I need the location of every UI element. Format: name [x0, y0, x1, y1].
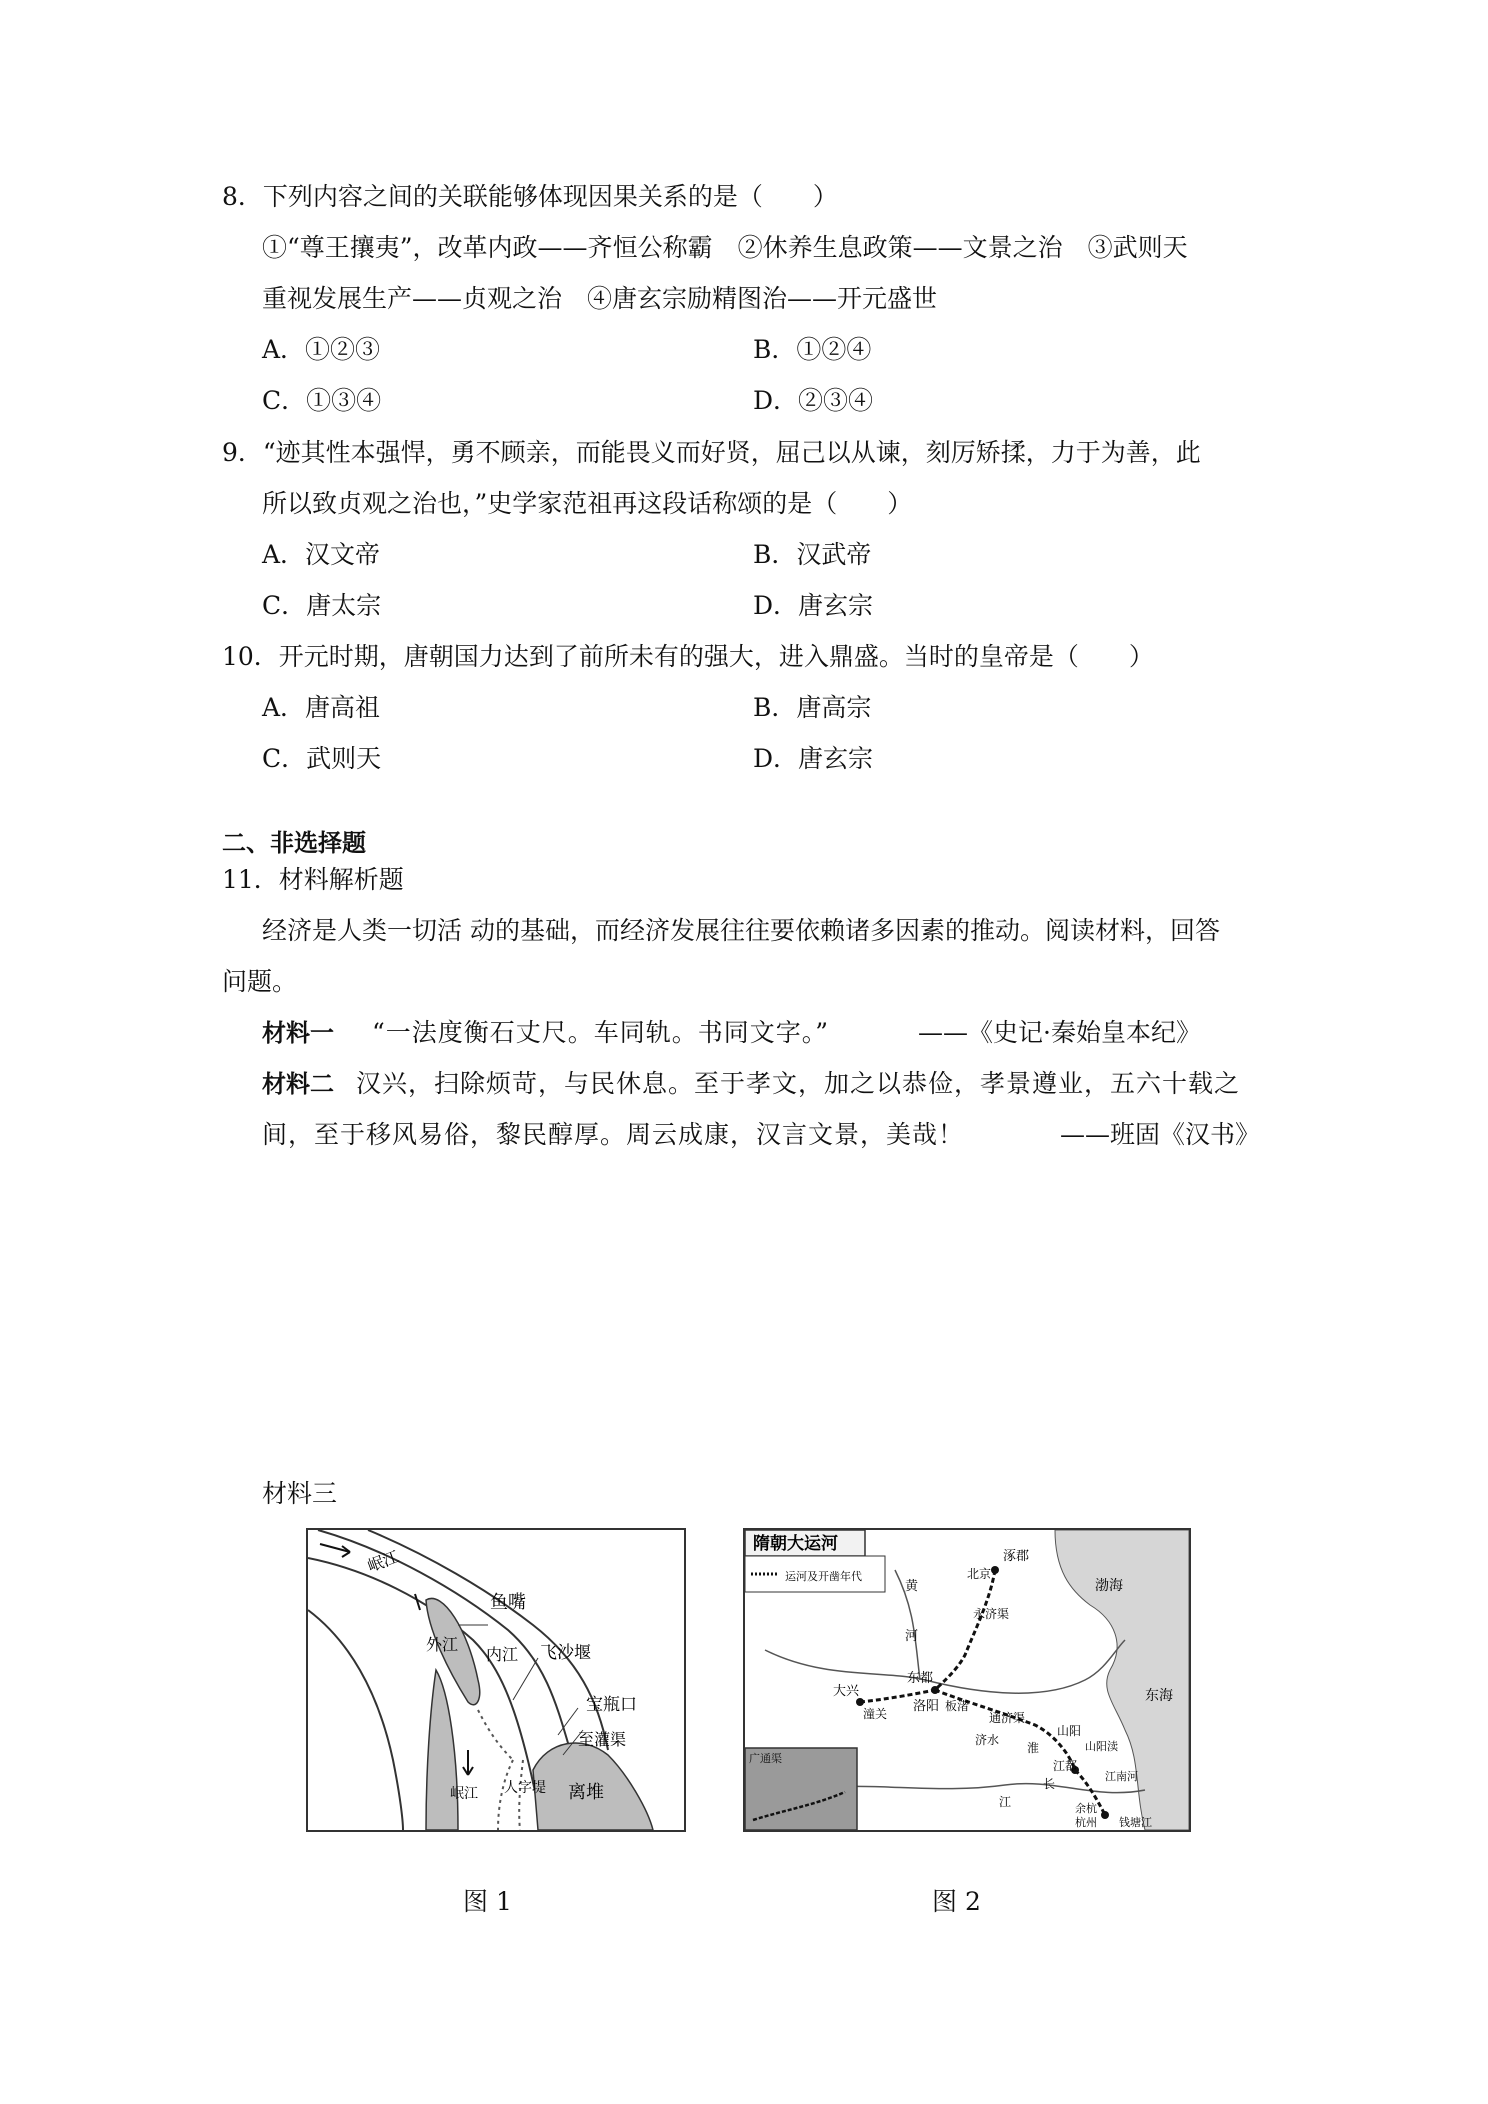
q8-option-c[interactable]: C．①③④ — [262, 386, 382, 415]
q9-option-a[interactable]: A．汉文帝 — [262, 540, 381, 569]
q9-option-d[interactable]: D．唐玄宗 — [753, 591, 874, 620]
fig2-label-he: 河 — [905, 1629, 919, 1644]
fig1-label-yuzui: 鱼嘴 — [490, 1592, 526, 1613]
q9-stem-line2: 所以致贞观之治也，”史学家范祖再这段话称颂的是（ ） — [262, 489, 913, 518]
q8-items-line1: ①“尊王攘夷”，改革内政——齐恒公称霸 ②休养生息政策——文景之治 ③武则天 — [262, 233, 1188, 262]
fig1-label-neijiang: 内江 — [486, 1645, 519, 1664]
figure-1-caption: 图 1 — [463, 1887, 512, 1916]
material-2-label: 材料二 — [262, 1070, 334, 1098]
fig2-label-hangzhou: 杭州 — [1075, 1816, 1097, 1829]
q8-option-d[interactable]: D．②③④ — [753, 386, 874, 415]
q9-option-c[interactable]: C．唐太宗 — [262, 591, 382, 620]
fig2-city-daxing — [856, 1698, 864, 1706]
fig2-label-yuhang: 余杭 — [1075, 1802, 1097, 1815]
q10-option-b[interactable]: B．唐高宗 — [753, 693, 872, 722]
section-title: 二、非选择题 — [222, 829, 366, 857]
q11-intro-line1: 经济是人类一切活 动的基础，而经济发展往往要依赖诸多因素的推动。阅读材料，回答 — [262, 916, 1220, 945]
fig2-label-dongdu: 东都 — [907, 1671, 934, 1686]
material-2-line1: 汉兴，扫除烦苛，与民休息。至于孝文，加之以恭俭，孝景遵业，五六十载之 — [355, 1069, 1240, 1098]
fig2-label-shanyangdu: 山阳渎 — [1085, 1740, 1118, 1753]
figure-2-caption: 图 2 — [932, 1887, 981, 1916]
figure-1-svg — [308, 1530, 684, 1830]
q10-option-c[interactable]: C．武则天 — [262, 744, 382, 773]
fig2-label-luoyang: 洛阳 — [913, 1699, 940, 1714]
fig1-label-renzidi: 人字堤 — [504, 1780, 546, 1796]
fig1-label-feishayan: 飞沙堰 — [540, 1643, 591, 1663]
fig2-inset-label: 广通渠 — [749, 1752, 782, 1765]
q8-stem: 8．下列内容之间的关联能够体现因果关系的是（ ） — [222, 182, 838, 211]
fig2-label-banzhu: 板渚 — [945, 1699, 970, 1713]
fig2-label-yongjiqu: 永济渠 — [973, 1607, 1010, 1621]
q11-intro-line2: 问题。 — [222, 967, 298, 996]
fig2-label-qiantangjiang: 钱塘江 — [1119, 1816, 1152, 1829]
q10-option-d[interactable]: D．唐玄宗 — [753, 744, 874, 773]
fig2-label-tongguan: 潼关 — [863, 1707, 888, 1721]
fig1-label-lidui: 离堆 — [568, 1782, 604, 1803]
q10-option-a[interactable]: A．唐高祖 — [262, 693, 381, 722]
figure-2-svg — [745, 1530, 1189, 1830]
fig2-city-luoyang — [931, 1686, 939, 1694]
fig1-label-minjiang: 岷江 — [364, 1546, 402, 1576]
fig2-label-jiangnanhe: 江南河 — [1105, 1770, 1138, 1783]
fig1-label-waijiang: 外江 — [426, 1635, 459, 1654]
fig2-label-huang: 黄 — [905, 1579, 919, 1594]
fig2-label-zhuojun: 涿郡 — [1003, 1549, 1030, 1564]
material-3-label: 材料三 — [262, 1479, 338, 1508]
fig2-label-huai: 淮 — [1027, 1741, 1040, 1755]
fig2-label-beijing: 北京 — [967, 1567, 992, 1581]
q9-stem-line1: 9．“迹其性本强悍，勇不顾亲，而能畏义而好贤，屈己以从谏，刻厉矫揉，力于为善，此 — [222, 438, 1201, 467]
fig2-title: 隋朝大运河 — [753, 1534, 838, 1554]
material-2-line2: 间，至于移风易俗，黎民醇厚。周云成康，汉言文景，美哉！ — [262, 1120, 965, 1149]
figure-2-grand-canal-map — [743, 1528, 1191, 1832]
material-1-source: ——《史记·秦始皇本纪》 — [918, 1018, 1201, 1047]
fig2-city-zhuojun — [991, 1566, 999, 1574]
q8-option-b[interactable]: B．①②④ — [753, 335, 872, 364]
figure-1-dujiangyan-map — [306, 1528, 686, 1832]
q8-option-a[interactable]: A．①②③ — [262, 335, 381, 364]
material-1-label: 材料一 — [262, 1019, 334, 1047]
fig2-label-jiang: 江 — [999, 1795, 1012, 1809]
fig2-label-shanyang: 山阳 — [1057, 1724, 1082, 1738]
material-1-text: “一法度衡石丈尺。车同轨。书同文字。” — [371, 1018, 830, 1047]
material-2 — [262, 1067, 1240, 1101]
q8-items-line2: 重视发展生产——贞观之治 ④唐玄宗励精图治——开元盛世 — [262, 284, 938, 313]
fig1-label-zhiguanqu: 至灌渠 — [578, 1730, 627, 1749]
fig2-city-yuhang — [1101, 1811, 1109, 1819]
fig2-label-daxing: 大兴 — [833, 1684, 860, 1699]
fig1-label-baopingkou: 宝瓶口 — [586, 1695, 637, 1715]
fig2-label-bohai: 渤海 — [1095, 1578, 1123, 1594]
fig1-label-minjiang2: 岷江 — [450, 1786, 478, 1802]
fig2-label-chang: 长 — [1043, 1777, 1056, 1791]
material-1 — [262, 1016, 829, 1050]
fig2-label-jiangdu: 江都 — [1053, 1759, 1078, 1773]
fig2-label-jishui: 济水 — [975, 1733, 1000, 1747]
q9-option-b[interactable]: B．汉武帝 — [753, 540, 872, 569]
fig2-label-donghai: 东海 — [1145, 1688, 1173, 1704]
q10-stem: 10．开元时期，唐朝国力达到了前所未有的强大，进入鼎盛。当时的皇帝是（ ） — [222, 642, 1154, 671]
q11-stem: 11．材料解析题 — [222, 865, 404, 894]
fig2-label-tongjiqu: 通济渠 — [989, 1711, 1026, 1725]
material-2-source: ——班固《汉书》 — [1060, 1120, 1261, 1149]
fig2-legend: 运河及开凿年代 — [785, 1570, 862, 1583]
